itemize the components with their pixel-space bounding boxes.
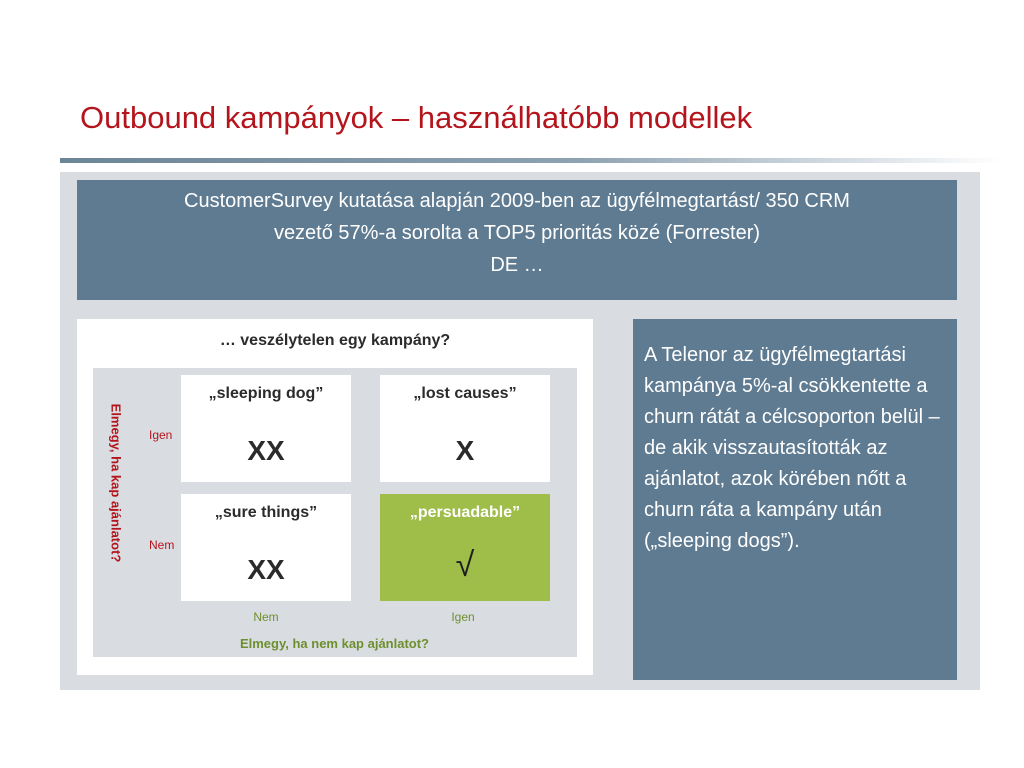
- slide-title: Outbound kampányok – használhatóbb modellek: [80, 100, 753, 135]
- cell-name: „sleeping dog”: [208, 385, 324, 402]
- cell-name: „sure things”: [214, 504, 318, 521]
- banner-line-3: DE …: [490, 254, 544, 276]
- row-label-igen: Igen: [149, 428, 173, 442]
- cell-lost-causes: [380, 375, 550, 482]
- matrix-question: … veszélytelen egy kampány?: [219, 332, 451, 349]
- x-axis-label: Elmegy, ha nem kap ajánlatot?: [239, 636, 430, 651]
- telenor-note: A Telenor az ügyfélmegtartási kampánya 5%-al csökkentette a churn rátát a célcsoporton belül – de akik visszautasították az ajánlatot, azok körében nőtt a churn ráta a kampány után („sleeping dogs”).: [633, 319, 957, 680]
- cell-mark: X: [455, 435, 475, 466]
- cell-name: „lost causes”: [413, 385, 517, 402]
- cell-name: „persuadable”: [409, 504, 521, 521]
- cell-sure-things: [181, 494, 351, 601]
- cell-persuadable: [380, 494, 550, 601]
- cell-mark: XX: [247, 554, 285, 585]
- row-label-nem: Nem: [149, 538, 175, 552]
- title-divider: [60, 158, 1002, 163]
- banner-line-1: CustomerSurvey kutatása alapján 2009-ben az ügyfélmegtartást/ 350 CRM: [184, 190, 850, 212]
- cell-mark: XX: [247, 435, 285, 466]
- banner-line-2: vezető 57%-a sorolta a TOP5 prioritás közé (Forrester): [273, 222, 761, 244]
- survey-banner: [77, 180, 957, 300]
- col-label-igen: Igen: [451, 610, 475, 624]
- checkmark-icon: √: [455, 546, 475, 584]
- y-axis-label: Elmegy, ha kap ajánlatot?: [108, 403, 124, 563]
- col-label-nem: Nem: [253, 610, 279, 624]
- cell-sleeping-dog: [181, 375, 351, 482]
